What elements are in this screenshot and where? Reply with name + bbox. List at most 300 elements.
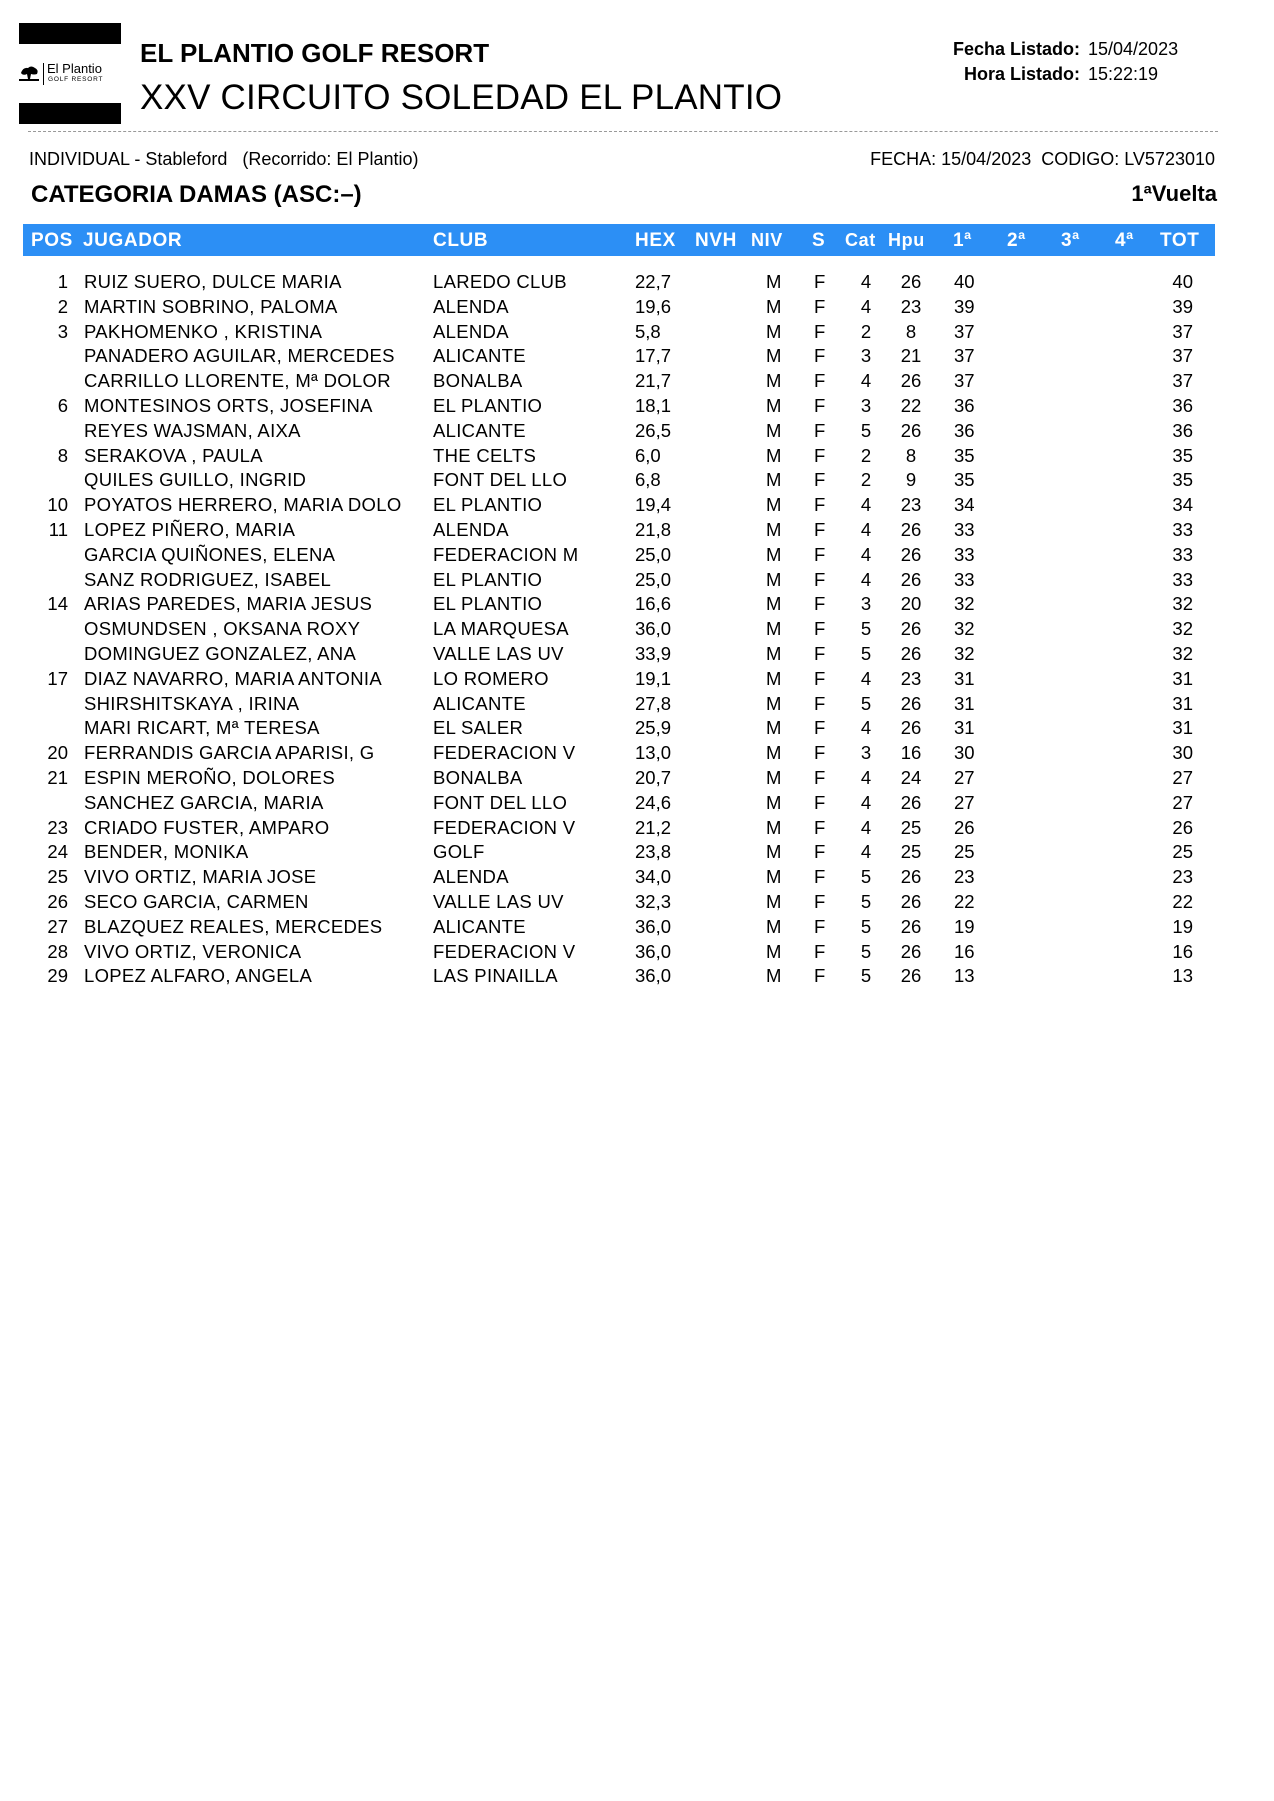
player-name-cell: SECO GARCIA, CARMEN <box>84 890 309 912</box>
club-cell: LAS PINAILLA <box>433 965 558 987</box>
total-score-cell: 23 <box>1172 866 1193 888</box>
sex-cell: F <box>814 419 826 441</box>
category-cell: 5 <box>860 890 872 912</box>
round-1-score-cell: 40 <box>954 271 975 292</box>
sex-cell: F <box>814 394 826 416</box>
sex-cell: F <box>814 692 826 714</box>
sex-cell: F <box>814 866 826 888</box>
round-1-score-cell: 26 <box>954 816 975 838</box>
player-name-cell: PANADERO AGUILAR, MERCEDES <box>84 345 395 367</box>
playing-handicap-cell: 9 <box>905 469 917 491</box>
playing-handicap-cell: 26 <box>900 642 922 664</box>
player-name-cell: QUILES GUILLO, INGRID <box>84 469 307 491</box>
handicap-exact-cell: 25,9 <box>635 717 672 739</box>
player-name-cell: LOPEZ ALFARO, ANGELA <box>84 965 313 987</box>
table-row <box>0 643 1274 668</box>
player-name-cell: MARTIN SOBRINO, PALOMA <box>84 295 338 317</box>
playing-handicap-cell: 26 <box>900 791 922 813</box>
total-score-cell: 26 <box>1172 816 1193 838</box>
table-row <box>0 345 1274 370</box>
position-cell: 27 <box>47 915 68 937</box>
club-cell: ALENDA <box>433 320 509 342</box>
total-score-cell: 33 <box>1172 568 1193 590</box>
level-cell: M <box>766 618 782 640</box>
handicap-exact-cell: 25,0 <box>635 568 672 590</box>
sex-cell: F <box>814 568 826 590</box>
playing-handicap-cell: 26 <box>900 543 922 565</box>
event-title: XXV CIRCUITO SOLEDAD EL PLANTIO <box>140 78 783 117</box>
table-row <box>0 916 1274 941</box>
table-row <box>0 866 1274 891</box>
playing-handicap-cell: 26 <box>900 568 922 590</box>
col-total: TOT <box>1160 230 1200 251</box>
playing-handicap-cell: 26 <box>900 618 922 640</box>
round-1-score-cell: 35 <box>954 444 975 466</box>
level-cell: M <box>766 419 782 441</box>
total-score-cell: 36 <box>1172 419 1193 441</box>
round-1-score-cell: 31 <box>954 717 975 739</box>
sex-cell: F <box>814 494 826 516</box>
tree-icon <box>19 64 39 82</box>
club-cell: BONALBA <box>433 766 523 788</box>
handicap-exact-cell: 36,0 <box>635 618 672 640</box>
playing-handicap-cell: 16 <box>900 742 922 764</box>
table-row <box>0 494 1274 519</box>
category-cell: 4 <box>860 295 872 317</box>
handicap-exact-cell: 36,0 <box>635 915 672 937</box>
club-cell: ALENDA <box>433 295 509 317</box>
round-1-score-cell: 27 <box>954 791 975 813</box>
playing-handicap-cell: 8 <box>905 320 917 342</box>
playing-handicap-cell: 23 <box>900 667 922 689</box>
player-name-cell: REYES WAJSMAN, AIXA <box>84 419 301 441</box>
total-score-cell: 25 <box>1172 841 1193 863</box>
round-1-score-cell: 13 <box>954 965 975 987</box>
club-logo <box>19 23 121 124</box>
table-row <box>0 519 1274 544</box>
handicap-exact-cell: 23,8 <box>635 841 672 863</box>
table-row <box>0 321 1274 346</box>
col-nvh: NVH <box>695 230 737 251</box>
category-cell: 5 <box>860 419 872 441</box>
table-row <box>0 469 1274 494</box>
category-cell: 5 <box>860 965 872 987</box>
table-row <box>0 544 1274 569</box>
total-score-cell: 30 <box>1172 742 1193 764</box>
player-name-cell: DIAZ NAVARRO, MARIA ANTONIA <box>84 667 382 689</box>
player-name-cell: CRIADO FUSTER, AMPARO <box>84 816 330 838</box>
handicap-exact-cell: 21,7 <box>635 370 672 392</box>
player-name-cell: SHIRSHITSKAYA , IRINA <box>84 692 300 714</box>
club-cell: LA MARQUESA <box>433 618 569 640</box>
category-cell: 4 <box>860 568 872 590</box>
table-row <box>0 569 1274 594</box>
position-cell: 2 <box>57 295 68 317</box>
playing-handicap-cell: 26 <box>900 940 922 962</box>
table-row <box>0 668 1274 693</box>
club-cell: EL PLANTIO <box>433 394 543 416</box>
competition-format: INDIVIDUAL - Stableford (Recorrido: El Plantio) <box>29 149 419 169</box>
position-cell: 20 <box>47 742 68 764</box>
category-cell: 4 <box>860 816 872 838</box>
playing-handicap-cell: 26 <box>900 518 922 540</box>
total-score-cell: 35 <box>1172 444 1193 466</box>
handicap-exact-cell: 16,6 <box>635 593 672 615</box>
table-row <box>0 941 1274 966</box>
playing-handicap-cell: 26 <box>900 370 922 392</box>
position-cell: 28 <box>47 940 68 962</box>
player-name-cell: SANCHEZ GARCIA, MARIA <box>84 791 324 813</box>
club-cell: LO ROMERO <box>433 667 549 689</box>
logo-subtitle: GOLF RESORT <box>48 76 104 83</box>
sex-cell: F <box>814 642 826 664</box>
category-cell: 5 <box>860 642 872 664</box>
listing-date-value: 15/04/2023 <box>1088 39 1179 59</box>
playing-handicap-cell: 21 <box>900 345 922 367</box>
level-cell: M <box>766 394 782 416</box>
player-name-cell: PAKHOMENKO , KRISTINA <box>84 320 323 342</box>
playing-handicap-cell: 26 <box>900 271 922 292</box>
level-cell: M <box>766 494 782 516</box>
category-cell: 4 <box>860 717 872 739</box>
playing-handicap-cell: 22 <box>900 394 922 416</box>
table-row <box>0 593 1274 618</box>
total-score-cell: 27 <box>1172 791 1193 813</box>
club-cell: FEDERACION V <box>433 742 576 764</box>
sex-cell: F <box>814 965 826 987</box>
level-cell: M <box>766 370 782 392</box>
position-cell: 29 <box>47 965 68 987</box>
club-cell: FEDERACION V <box>433 940 576 962</box>
playing-handicap-cell: 8 <box>905 444 917 466</box>
table-row <box>0 742 1274 767</box>
player-name-cell: MONTESINOS ORTS, JOSEFINA <box>84 394 373 416</box>
playing-handicap-cell: 24 <box>900 766 922 788</box>
playing-handicap-cell: 26 <box>900 717 922 739</box>
sex-cell: F <box>814 816 826 838</box>
handicap-exact-cell: 18,1 <box>635 394 672 416</box>
table-row <box>0 693 1274 718</box>
playing-handicap-cell: 26 <box>900 890 922 912</box>
sex-cell: F <box>814 518 826 540</box>
position-cell: 21 <box>47 766 68 788</box>
player-name-cell: OSMUNDSEN , OKSANA ROXY <box>84 618 361 640</box>
level-cell: M <box>766 915 782 937</box>
table-row <box>0 271 1274 296</box>
category-cell: 4 <box>860 766 872 788</box>
round-1-score-cell: 39 <box>954 295 975 317</box>
round-1-score-cell: 31 <box>954 667 975 689</box>
total-score-cell: 37 <box>1172 320 1193 342</box>
col-s: S <box>812 230 826 251</box>
sex-cell: F <box>814 295 826 317</box>
player-name-cell: CARRILLO LLORENTE, Mª DOLOR <box>84 370 391 392</box>
handicap-exact-cell: 13,0 <box>635 742 672 764</box>
sex-cell: F <box>814 940 826 962</box>
total-score-cell: 27 <box>1172 766 1193 788</box>
round-1-score-cell: 32 <box>954 642 975 664</box>
player-name-cell: RUIZ SUERO, DULCE MARIA <box>84 271 342 292</box>
level-cell: M <box>766 965 782 987</box>
round-1-score-cell: 37 <box>954 320 975 342</box>
table-row <box>0 841 1274 866</box>
logo-mark <box>19 60 121 90</box>
category-cell: 4 <box>860 667 872 689</box>
logo-brand: El Plantio <box>47 61 102 76</box>
club-cell: EL PLANTIO <box>433 593 543 615</box>
col-jugador: JUGADOR <box>83 230 183 251</box>
club-cell: VALLE LAS UV <box>433 642 564 664</box>
round-1-score-cell: 36 <box>954 394 975 416</box>
sex-cell: F <box>814 841 826 863</box>
round-1-score-cell: 31 <box>954 692 975 714</box>
round-label: 1ªVuelta <box>1131 181 1217 206</box>
level-cell: M <box>766 642 782 664</box>
total-score-cell: 37 <box>1172 370 1193 392</box>
club-cell: ALICANTE <box>433 692 526 714</box>
category-cell: 4 <box>860 370 872 392</box>
category-cell: 2 <box>860 444 872 466</box>
handicap-exact-cell: 33,9 <box>635 642 672 664</box>
round-1-score-cell: 27 <box>954 766 975 788</box>
position-cell: 3 <box>57 320 68 342</box>
player-name-cell: BENDER, MONIKA <box>84 841 249 863</box>
sex-cell: F <box>814 444 826 466</box>
round-1-score-cell: 22 <box>954 890 975 912</box>
round-1-score-cell: 32 <box>954 618 975 640</box>
handicap-exact-cell: 25,0 <box>635 543 672 565</box>
level-cell: M <box>766 469 782 491</box>
sex-cell: F <box>814 618 826 640</box>
sex-cell: F <box>814 890 826 912</box>
listing-time-label: Hora Listado: <box>963 64 1080 84</box>
handicap-exact-cell: 6,0 <box>635 444 661 466</box>
sex-cell: F <box>814 345 826 367</box>
club-cell: FEDERACION M <box>433 543 579 565</box>
playing-handicap-cell: 26 <box>900 965 922 987</box>
playing-handicap-cell: 23 <box>900 494 922 516</box>
table-header <box>23 224 1215 256</box>
total-score-cell: 19 <box>1172 915 1193 937</box>
category-title: CATEGORIA DAMAS (ASC:–) <box>31 181 362 208</box>
listing-date-label: Fecha Listado: <box>952 39 1080 59</box>
sex-cell: F <box>814 469 826 491</box>
handicap-exact-cell: 32,3 <box>635 890 672 912</box>
round-1-score-cell: 37 <box>954 345 975 367</box>
position-cell: 17 <box>47 667 68 689</box>
handicap-exact-cell: 19,4 <box>635 494 672 516</box>
club-cell: FEDERACION V <box>433 816 576 838</box>
position-cell: 1 <box>57 271 68 292</box>
sex-cell: F <box>814 791 826 813</box>
level-cell: M <box>766 717 782 739</box>
level-cell: M <box>766 692 782 714</box>
handicap-exact-cell: 26,5 <box>635 419 672 441</box>
player-name-cell: MARI RICART, Mª TERESA <box>84 717 320 739</box>
col-hex: HEX <box>635 230 676 251</box>
category-cell: 5 <box>860 940 872 962</box>
handicap-exact-cell: 21,8 <box>635 518 672 540</box>
player-name-cell: VIVO ORTIZ, VERONICA <box>84 940 302 962</box>
level-cell: M <box>766 345 782 367</box>
table-row <box>0 296 1274 321</box>
handicap-exact-cell: 19,6 <box>635 295 672 317</box>
category-cell: 4 <box>860 518 872 540</box>
position-cell: 8 <box>57 444 68 466</box>
table-row <box>0 370 1274 395</box>
listing-time <box>964 64 1198 85</box>
sex-cell: F <box>814 593 826 615</box>
playing-handicap-cell: 26 <box>900 866 922 888</box>
player-name-cell: VIVO ORTIZ, MARIA JOSE <box>84 866 317 888</box>
total-score-cell: 33 <box>1172 518 1193 540</box>
table-row <box>0 420 1274 445</box>
table-row <box>0 767 1274 792</box>
playing-handicap-cell: 26 <box>900 419 922 441</box>
club-cell: ALICANTE <box>433 915 526 937</box>
level-cell: M <box>766 543 782 565</box>
total-score-cell: 22 <box>1172 890 1193 912</box>
col-round-3: 3ª <box>1061 230 1080 251</box>
round-1-score-cell: 30 <box>954 742 975 764</box>
playing-handicap-cell: 26 <box>900 692 922 714</box>
total-score-cell: 35 <box>1172 469 1193 491</box>
position-cell: 26 <box>47 890 68 912</box>
total-score-cell: 36 <box>1172 394 1193 416</box>
level-cell: M <box>766 940 782 962</box>
total-score-cell: 37 <box>1172 345 1193 367</box>
sex-cell: F <box>814 320 826 342</box>
playing-handicap-cell: 25 <box>900 841 922 863</box>
round-1-score-cell: 16 <box>954 940 975 962</box>
club-cell: EL SALER <box>433 717 524 739</box>
club-cell: ALICANTE <box>433 419 526 441</box>
level-cell: M <box>766 444 782 466</box>
player-name-cell: DOMINGUEZ GONZALEZ, ANA <box>84 642 357 664</box>
round-1-score-cell: 23 <box>954 866 975 888</box>
category-cell: 3 <box>860 394 872 416</box>
player-name-cell: SERAKOVA , PAULA <box>84 444 263 466</box>
sex-cell: F <box>814 271 826 292</box>
col-round-2: 2ª <box>1007 230 1026 251</box>
handicap-exact-cell: 36,0 <box>635 965 672 987</box>
handicap-exact-cell: 17,7 <box>635 345 672 367</box>
handicap-exact-cell: 27,8 <box>635 692 672 714</box>
handicap-exact-cell: 34,0 <box>635 866 672 888</box>
sex-cell: F <box>814 667 826 689</box>
player-name-cell: SANZ RODRIGUEZ, ISABEL <box>84 568 332 590</box>
handicap-exact-cell: 20,7 <box>635 766 672 788</box>
playing-handicap-cell: 20 <box>900 593 922 615</box>
col-round-1: 1ª <box>953 230 972 251</box>
handicap-exact-cell: 21,2 <box>635 816 672 838</box>
total-score-cell: 31 <box>1172 692 1193 714</box>
logo-separator <box>43 63 44 85</box>
position-cell: 6 <box>57 394 68 416</box>
position-cell: 24 <box>47 841 68 863</box>
club-cell: EL PLANTIO <box>433 568 543 590</box>
level-cell: M <box>766 841 782 863</box>
level-cell: M <box>766 742 782 764</box>
handicap-exact-cell: 19,1 <box>635 667 672 689</box>
category-cell: 5 <box>860 866 872 888</box>
club-cell: LAREDO CLUB <box>433 271 567 292</box>
table-row <box>0 965 1274 990</box>
col-niv: NIV <box>751 230 783 250</box>
category-cell: 4 <box>860 791 872 813</box>
handicap-exact-cell: 24,6 <box>635 791 672 813</box>
table-row <box>0 891 1274 916</box>
level-cell: M <box>766 295 782 317</box>
club-cell: THE CELTS <box>433 444 537 466</box>
table-row <box>0 817 1274 842</box>
playing-handicap-cell: 23 <box>900 295 922 317</box>
club-cell: FONT DEL LLO <box>433 791 568 813</box>
round-1-score-cell: 36 <box>954 419 975 441</box>
total-score-cell: 33 <box>1172 543 1193 565</box>
level-cell: M <box>766 568 782 590</box>
category-cell: 5 <box>860 618 872 640</box>
level-cell: M <box>766 766 782 788</box>
col-hpu: Hpu <box>888 230 925 250</box>
sex-cell: F <box>814 370 826 392</box>
player-name-cell: LOPEZ PIÑERO, MARIA <box>84 518 296 540</box>
category-cell: 5 <box>860 692 872 714</box>
total-score-cell: 39 <box>1172 295 1193 317</box>
total-score-cell: 31 <box>1172 717 1193 739</box>
position-cell: 11 <box>48 518 68 540</box>
resort-name: EL PLANTIO GOLF RESORT <box>140 38 490 68</box>
club-cell: FONT DEL LLO <box>433 469 568 491</box>
logo-bar-top <box>19 23 121 44</box>
position-cell: 23 <box>47 816 68 838</box>
player-name-cell: FERRANDIS GARCIA APARISI, G <box>84 742 375 764</box>
category-cell: 2 <box>860 469 872 491</box>
club-cell: GOLF <box>433 841 485 863</box>
club-cell: VALLE LAS UV <box>433 890 564 912</box>
player-name-cell: GARCIA QUIÑONES, ELENA <box>84 543 336 565</box>
sex-cell: F <box>814 915 826 937</box>
round-1-score-cell: 25 <box>954 841 975 863</box>
total-score-cell: 32 <box>1172 618 1193 640</box>
listing-time-value: 15:22:19 <box>1088 64 1159 84</box>
round-1-score-cell: 33 <box>954 543 975 565</box>
playing-handicap-cell: 26 <box>900 915 922 937</box>
table-row <box>0 618 1274 643</box>
logo-bar-bottom <box>19 103 121 124</box>
header-divider <box>28 131 1218 132</box>
level-cell: M <box>766 593 782 615</box>
position-cell: 25 <box>47 866 68 888</box>
sex-cell: F <box>814 742 826 764</box>
level-cell: M <box>766 791 782 813</box>
category-cell: 4 <box>860 271 872 292</box>
round-1-score-cell: 19 <box>954 915 975 937</box>
listing-date <box>953 39 1198 60</box>
total-score-cell: 34 <box>1172 494 1193 516</box>
club-cell: ALENDA <box>433 518 509 540</box>
player-name-cell: ESPIN MEROÑO, DOLORES <box>84 766 335 788</box>
category-cell: 3 <box>860 593 872 615</box>
level-cell: M <box>766 890 782 912</box>
total-score-cell: 16 <box>1172 940 1193 962</box>
club-cell: EL PLANTIO <box>433 494 543 516</box>
table-row <box>0 395 1274 420</box>
position-cell: 10 <box>47 494 68 516</box>
round-1-score-cell: 35 <box>954 469 975 491</box>
competition-date-code: FECHA: 15/04/2023 CODIGO: LV5723010 <box>870 149 1215 169</box>
category-cell: 3 <box>860 742 872 764</box>
